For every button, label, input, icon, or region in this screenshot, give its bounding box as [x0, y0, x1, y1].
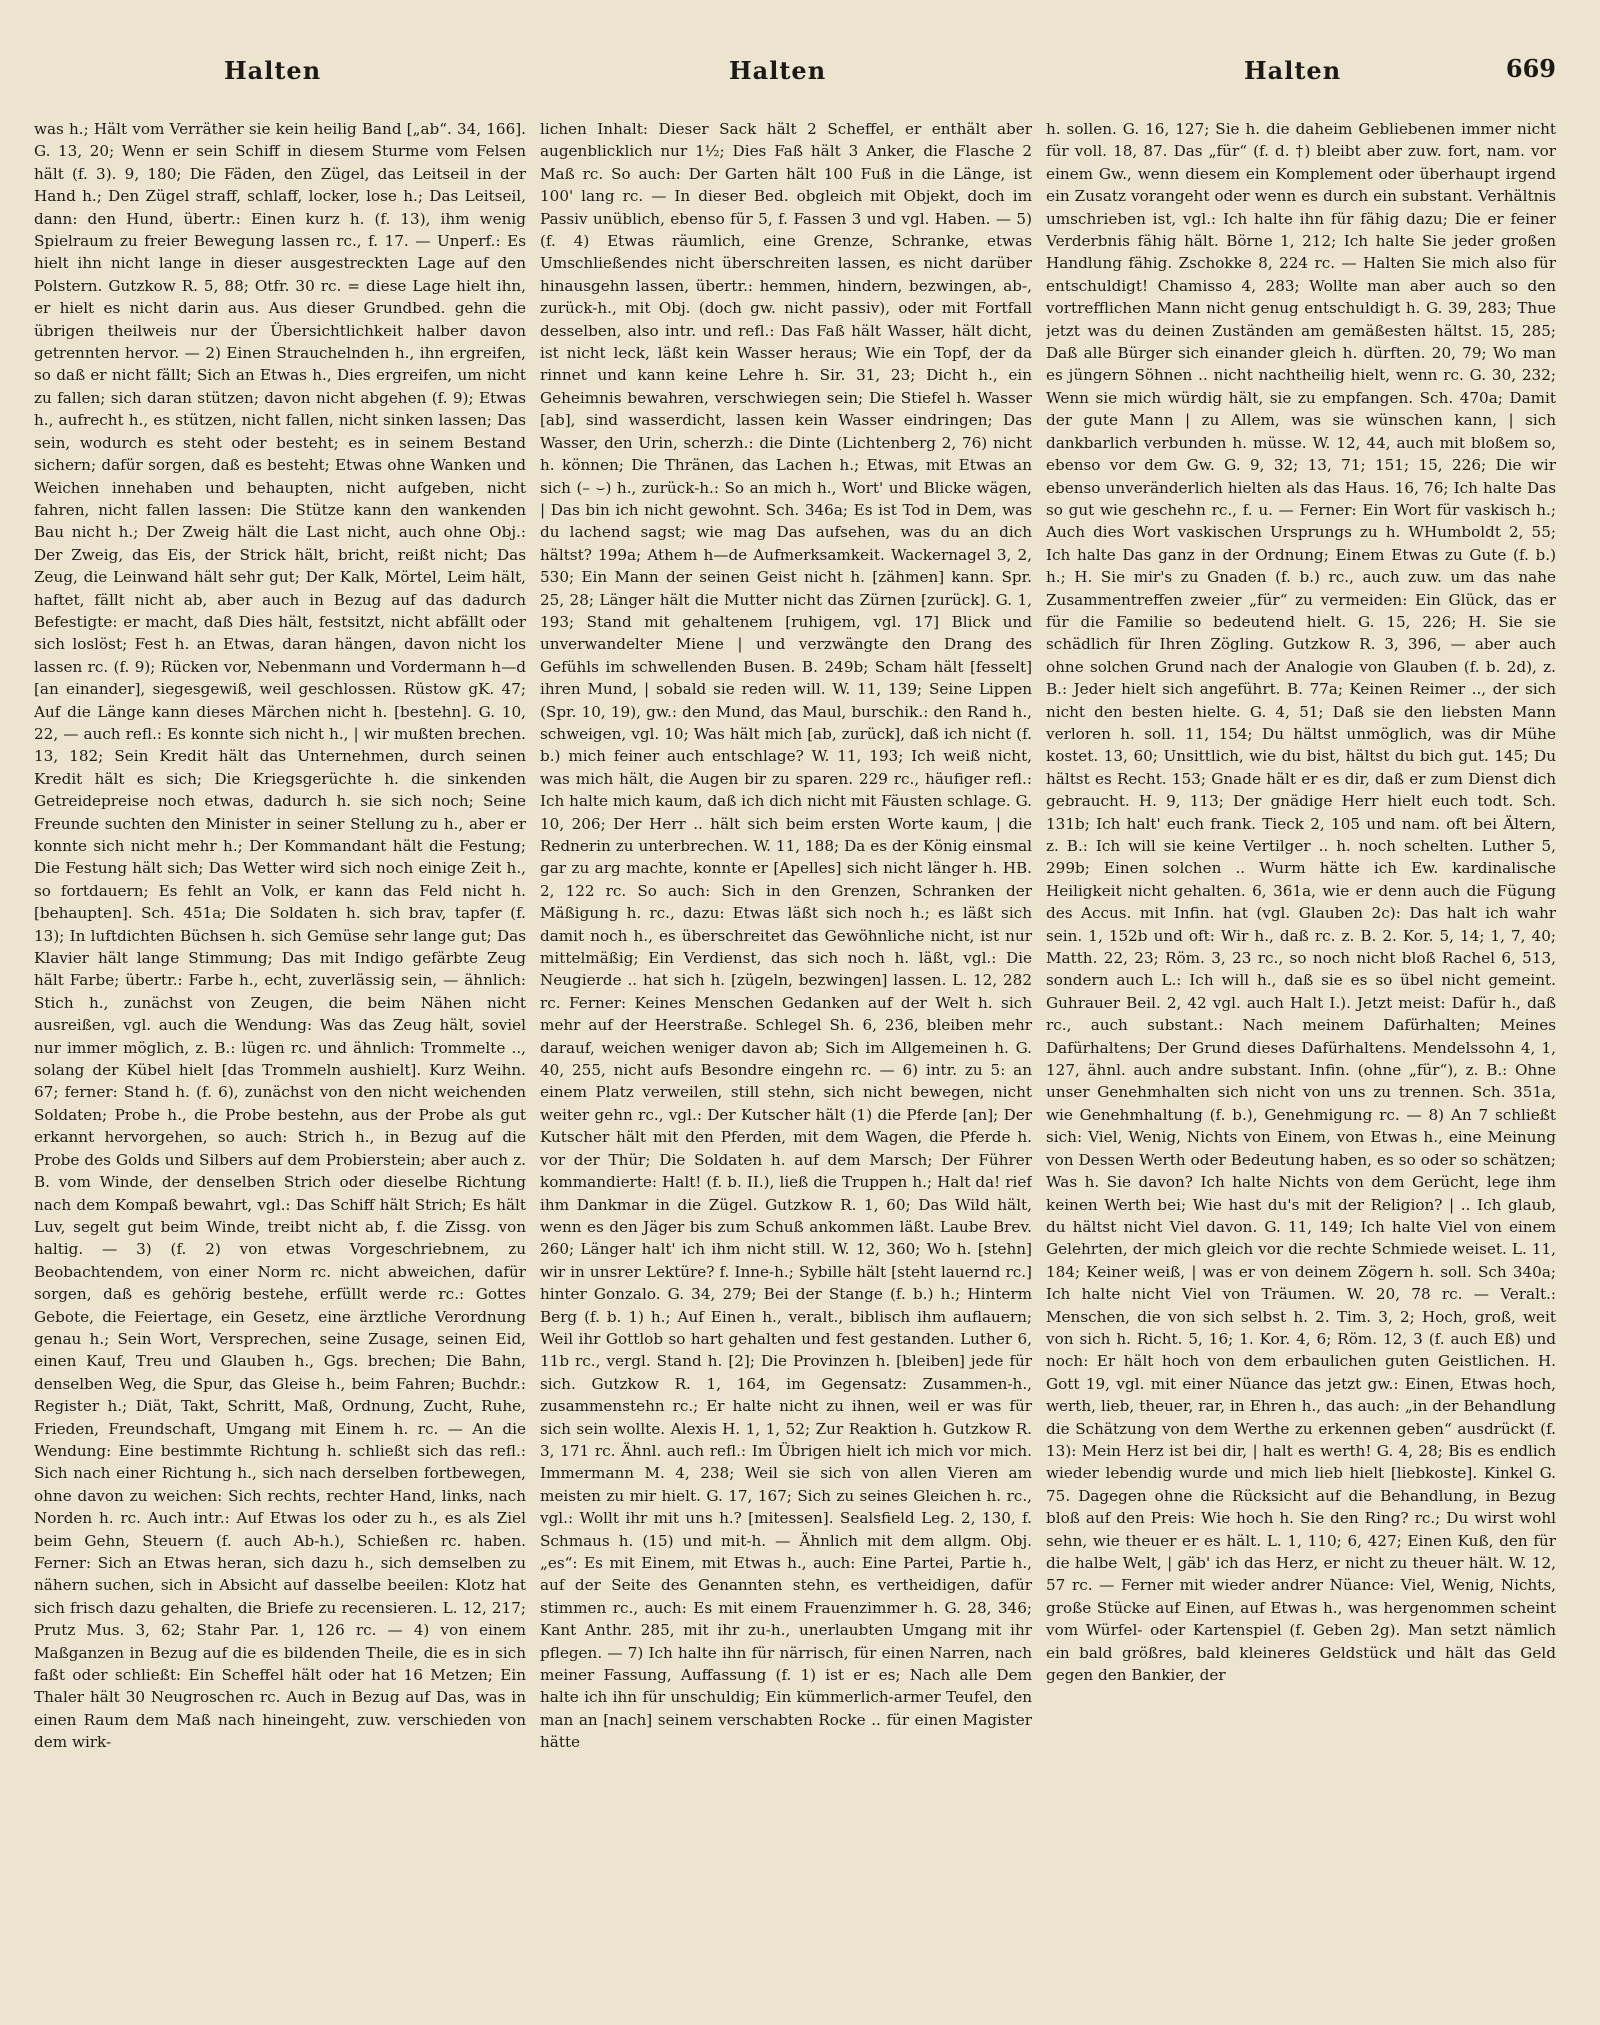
text-column-2 [540, 118, 1032, 1998]
headword-right: Halten [1244, 56, 1342, 85]
running-header [34, 56, 1564, 90]
headword-left: Halten [224, 56, 322, 85]
headword-center: Halten [729, 56, 827, 85]
text-column-3 [1046, 118, 1556, 1998]
text-column-1 [34, 118, 526, 1998]
column-1-text: was h.; Hält vom Verräther sie kein heilig Band [„ab“. 34, 166]. G. 13, 20; Wenn er sein Schiff in diesem Sturme vom Felsen hält (f. 3). 9, 180; Die Fäden, den Zügel, das Leitseil in der Hand h.; Den Zügel straff, schlaff, locker, lose h.; Das Leitseil, dann: den Hund, übertr.: Einen kurz h. (f. 13), ihm wenig Spielraum zu freier Bewegung lassen rc., f. 17. — Unperf.: Es hielt ihn nicht lange in dieser ausgestreckten Lage auf den Polstern. Gutzkow R. 5, 88; Otfr. 30 rc. = diese Lage hielt ihn, er hielt es nicht darin aus. Aus dieser Grundbed. gehn die übrigen theilweis nur der Übersichtlichkeit halber davon getrennten hervor. — 2) Einen Strauchelnden h., ihn ergreifen, so daß er nicht fällt; Sich an Etwas h., Dies ergreifen, um nicht zu fallen; sich daran stützen; davon nicht abgehen (f. 9); Etwas h., aufrecht h., es stützen, nicht fallen, nicht sinken lassen; Das sein, wodurch es steht oder besteht; es in seinem Bestand sichern; dafür sorgen, daß es besteht; Etwas ohne Wanken und Weichen innehaben und behaupten, nicht aufgeben, nicht fahren, nicht fallen lassen: Die Stütze kann den wankenden Bau nicht h.; Der Zweig hält die Last nicht, auch ohne Obj.: Der Zweig, das Eis, der Strick hält, bricht, reißt nicht; Das Zeug, die Leinwand hält sehr gut; Der Kalk, Mörtel, Leim hält, haftet, fällt nicht ab, aber auch in Bezug auf das dadurch Befestigte: er macht, daß Dies hält, festsitzt, nicht abfällt oder sich loslöst; Fest h. an Etwas, daran hängen, davon nicht los lassen rc. (f. 9); Rücken vor, Nebenmann und Vordermann h—d [an einander], siegesgewiß, weil geschlossen. Rüstow gK. 47; Auf die Länge kann dieses Märchen nicht h. [bestehn]. G. 10, 22, — auch refl.: Es konnte sich nicht h., | wir mußten brechen. 13, 182; Sein Kredit hält das Unternehmen, durch seinen Kredit hält es sich; Die Kriegsgerüchte h. die sinkenden Getreidepreise noch etwas, dadurch h. sie sich noch; Seine Freunde suchten den Minister in seiner Stellung zu h., aber er konnte sich nicht mehr h.; Der Kommandant hält die Festung; Die Festung hält sich; Das Wetter wird sich noch einige Zeit h., so fortdauern; Es fehlt an Volk, er kann das Feld nicht h. [behaupten]. Sch. 451a; Die Soldaten h. sich brav, tapfer (f. 13); In luftdichten Büchsen h. sich Gemüse sehr lange gut; Das Klavier hält lange Stimmung; Das mit Indigo gefärbte Zeug hält Farbe; übertr.: Farbe h., echt, zuverlässig sein, — ähnlich: Stich h., zunächst von Zeugen, die beim Nähen nicht ausreißen, vgl. auch die Wendung: Was das Zeug hält, soviel nur immer möglich, z. B.: lügen rc. und ähnlich: Trommelte .., solang der Kübel hielt [das Trommeln aushielt]. Kurz Weihn. 67; ferner: Stand h. (f. 6), zunächst von den nicht weichenden Soldaten; Probe h., die Probe bestehn, aus der Probe als gut erkannt hervorgehen, so auch: Strich h., in Bezug auf die Probe des Golds und Silbers auf dem Probierstein; aber auch z. B. vom Winde, der denselben Strich oder dieselbe Richtung nach dem Kompaß bewahrt, vgl.: Das Schiff hält Strich; Es hält Luv, segelt gut beim Winde, treibt nicht ab, f. die Zissg. von haltig. — 3) (f. 2) von etwas Vorgeschriebnem, zu Beobachtendem, von einer Norm rc. nicht abweichen, dafür sorgen, daß es gehörig bestehe, erfüllt werde rc.: Gottes Gebote, die Feiertage, ein Gesetz, eine ärztliche Verordnung genau h.; Sein Wort, Versprechen, seine Zusage, seinen Eid, einen Kauf, Treu und Glauben h., Ggs. brechen; Die Bahn, denselben Weg, die Spur, das Gleise h., beim Fahren; Buchdr.: Register h.; Diät, Takt, Schritt, Maß, Ordnung, Zucht, Ruhe, Frieden, Freundschaft, Umgang mit Einem h. rc. — An die Wendung: Eine bestimmte Richtung h. schließt sich das refl.: Sich nach einer Richtung h., sich nach derselben fortbewegen, ohne davon zu weichen: Sich rechts, rechter Hand, links, nach Norden h. rc. Auch intr.: Auf Etwas los oder zu h., es als Ziel beim Gehn, Steuern (f. auch Ab-h.), Schießen rc. haben. Ferner: Sich an Etwas heran, sich dazu h., sich demselben zu nähern suchen, sich in Absicht auf dasselbe beeilen: Klotz hat sich frisch dazu gehalten, die Briefe zu recensieren. L. 12, 217; Prutz Mus. 3, 62; Stahr Par. 1, 126 rc. — 4) von einem Maßganzen in Bezug auf die es bildenden Theile, die es in sich faßt oder schließt: Ein Scheffel hält oder hat 16 Metzen; Ein Thaler hält 30 Neugroschen rc. Auch in Bezug auf Das, was in einen Raum dem Maß nach hineingeht, zuw. verschieden von dem wirk- [34, 120, 526, 1752]
column-3-text: h. sollen. G. 16, 127; Sie h. die daheim Gebliebenen immer nicht für voll. 18, 87. Das „für“ (f. d. †) bleibt aber zuw. fort, nam. vor einem Gw., wenn diesem ein Komplement oder überhaupt irgend ein Zusatz vorangeht oder wenn es durch ein substant. Verhältnis umschrieben ist, vgl.: Ich halte ihn für fähig dazu; Die er feiner Verderbnis fähig hält. Börne 1, 212; Ich halte Sie jeder großen Handlung fähig. Zschokke 8, 224 rc. — Halten Sie mich also für entschuldigt! Chamisso 4, 283; Wollte man aber auch so den vortrefflichen Mann nicht genug entschuldigt h. G. 39, 283; Thue jetzt was du deinen Zuständen am gemäßesten hältst. 15, 285; Daß alle Bürger sich einander gleich h. dürften. 20, 79; Wo man es jüngern Söhnen .. nicht nachtheilig hielt, wenn rc. G. 30, 232; Wenn sie mich würdig hält, sie zu empfangen. Sch. 470a; Damit der gute Mann | zu Allem, was sie wünschen kann, | sich dankbarlich verbunden h. müsse. W. 12, 44, auch mit bloßem so, ebenso vor dem Gw. G. 9, 32; 13, 71; 151; 15, 226; Die wir ebenso unveränderlich hielten als das Haus. 16, 76; Ich halte Das so gut wie geschehn rc., f. u. — Ferner: Ein Wort für vaskisch h.; Auch dies Wort vaskischen Ursprungs zu h. WHumboldt 2, 55; Ich halte Das ganz in der Ordnung; Einem Etwas zu Gute (f. b.) h.; H. Sie mir's zu Gnaden (f. b.) rc., auch zuw. um das nahe Zusammentreffen zweier „für“ zu vermeiden: Ein Glück, das er für die Familie so bedeutend hielt. G. 15, 226; H. Sie sie schädlich für Ihren Zögling. Gutzkow R. 3, 396, — aber auch ohne solchen Grund nach der Analogie von Glauben (f. b. 2d), z. B.: Jeder hielt sich angeführt. B. 77a; Keinen Reimer .., der sich nicht den besten hielte. G. 4, 51; Daß sie den liebsten Mann verloren h. soll. 11, 154; Du hältst unmöglich, was dir Mühe kostet. 13, 60; Unsittlich, wie du bist, hältst du bich gut. 145; Du hältst es Recht. 153; Gnade hält er es dir, daß er zum Dienst dich gebraucht. H. 9, 113; Der gnädige Herr hielt euch todt. Sch. 131b; Ich halt' euch frank. Tieck 2, 105 und nam. oft bei Ältern, z. B.: Ich will sie keine Vertilger .. h. noch schelten. Luther 5, 299b; Einen solchen .. Wurm hätte ich Ew. kardinalische Heiligkeit nicht gehalten. 6, 361a, wie er denn auch die Fügung des Accus. mit Infin. hat (vgl. Glauben 2c): Das halt ich wahr sein. 1, 152b und oft: Wir h., daß rc. z. B. 2. Kor. 5, 14; 1, 7, 40; Matth. 22, 23; Röm. 3, 23 rc., so noch nicht bloß Rachel 6, 513, sondern auch L.: Ich will h., daß sie es so übel nicht gemeint. Guhrauer Beil. 2, 42 vgl. auch Halt I.). Jetzt meist: Dafür h., daß rc., auch substant.: Nach meinem Dafürhalten; Meines Dafürhaltens; Der Grund dieses Dafürhaltens. Mendelssohn 4, 1, 127, ähnl. auch andre substant. Infin. (ohne „für“), z. B.: Ohne unser Genehmhalten sich nicht von uns zu trennen. Sch. 351a, wie Genehmhaltung (f. b.), Genehmigung rc. — 8) An 7 schließt sich: Viel, Wenig, Nichts von Einem, von Etwas h., eine Meinung von Dessen Werth oder Bedeutung haben, es so oder so schätzen; Was h. Sie davon? Ich halte Nichts von dem Gerücht, lege ihm keinen Werth bei; Wie hast du's mit der Religion? | .. Ich glaub, du hältst nicht Viel davon. G. 11, 149; Ich halte Viel von einem Gelehrten, der mich gleich vor die rechte Schmiede weiset. L. 11, 184; Keiner weiß, | was er von deinem Zögern h. soll. Sch 340a; Ich halte nicht Viel von Träumen. W. 20, 78 rc. — Veralt.: Menschen, die von sich selbst h. 2. Tim. 3, 2; Hoch, groß, weit von sich h. Richt. 5, 16; 1. Kor. 4, 6; Röm. 12, 3 (f. auch Eß) und noch: Er hält hoch von dem erbaulichen guten Geistlichen. H. Gott 19, vgl. mit einer Nüance das jetzt gw.: Einen, Etwas hoch, werth, lieb, theuer, rar, in Ehren h., das auch: „in der Behandlung die Schätzung von dem Werthe zu erkennen geben“ ausdrückt (f. 13): Mein Herz ist bei dir, | halt es werth! G. 4, 28; Bis es endlich wieder lebendig wurde und mich lieb hielt [liebkoste]. Kinkel G. 75. Dagegen ohne die Rücksicht auf die Behandlung, in Bezug bloß auf den Preis: Wie hoch h. Sie den Ring? rc.; Du wirst wohl sehn, wie theuer er es hält. L. 1, 110; 6, 427; Einen Kuß, den für die halbe Welt, | gäb' ich das Herz, er nicht zu theuer hält. W. 12, 57 rc. — Ferner mit wieder andrer Nüance: Viel, Wenig, Nichts, große Stücke auf Einen, auf Etwas h., was hergenommen scheint vom Würfel- oder Kartenspiel (f. Geben 2g). Man setzt nämlich ein bald größres, bald kleineres Geldstück und hält das Geld gegen den Bankier, der [1046, 120, 1556, 1685]
page-number: 669 [1505, 54, 1556, 83]
column-2-text: lichen Inhalt: Dieser Sack hält 2 Scheffel, er enthält aber augenblicklich nur 1½; Dies Faß hält 3 Anker, die Flasche 2 Maß rc. So auch: Der Garten hält 100 Fuß in die Länge, ist 100' lang rc. — In dieser Bed. obgleich mit Objekt, doch im Passiv unüblich, ebenso für 5, f. Fassen 3 und vgl. Haben. — 5) (f. 4) Etwas räumlich, eine Grenze, Schranke, etwas Umschließendes nicht überschreiten lassen, es nicht darüber hinausgehn lassen, übertr.: hemmen, hindern, bezwingen, ab-, zurück-h., mit Obj. (doch gw. nicht passiv), oder mit Fortfall desselben, also intr. und refl.: Das Faß hält Wasser, hält dicht, ist nicht leck, läßt kein Wasser heraus; Wie ein Topf, der da rinnet und kann keine Lehre h. Sir. 31, 23; Dicht h., ein Geheimnis bewahren, verschwiegen sein; Die Stiefel h. Wasser [ab], sind wasserdicht, lassen kein Wasser eindringen; Das Wasser, den Urin, scherzh.: die Dinte (Lichtenberg 2, 76) nicht h. können; Die Thränen, das Lachen h.; Etwas, mit Etwas an sich (– ⌣) h., zurück-h.: So an mich h., Wort' und Blicke wägen, | Das bin ich nicht gewohnt. Sch. 346a; Es ist Tod in Dem, was du lachend sagst; wie mag Das aufsehen, was du an dich hältst? 199a; Athem h—de Aufmerksamkeit. Wackernagel 3, 2, 530; Ein Mann der seinen Geist nicht h. [zähmen] kann. Spr. 25, 28; Länger hält die Mutter nicht das Zürnen [zurück]. G. 1, 193; Stand mit gehaltenem [ruhigem, vgl. 17] Blick und unverwandelter Miene | und verzwängte den Drang des Gefühls im schwellenden Busen. B. 249b; Scham hält [fesselt] ihren Mund, | sobald sie reden will. W. 11, 139; Seine Lippen (Spr. 10, 19), gw.: den Mund, das Maul, burschik.: den Rand h., schweigen, vgl. 10; Was hält mich [ab, zurück], daß ich nicht (f. b.) mich feiner auch entschlage? W. 11, 193; Ich weiß nicht, was mich hält, die Augen bir zu sparen. 229 rc., häufiger refl.: Ich halte mich kaum, daß ich dich nicht mit Fäusten schlage. G. 10, 206; Der Herr .. hält sich beim ersten Worte kaum, | die Rednerin zu unterbrechen. W. 11, 188; Da es der König einsmal gar zu arg machte, konnte er [Apelles] sich nicht länger h. HB. 2, 122 rc. So auch: Sich in den Grenzen, Schranken der Mäßigung h. rc., dazu: Etwas läßt sich noch h.; es läßt sich damit noch h., es überschreitet das Gewöhnliche nicht, ist nur mittelmäßig; Ein Verdienst, das sich noch h. läßt, vgl.: Die Neugierde .. hat sich h. [zügeln, bezwingen] lassen. L. 12, 282 rc. Ferner: Keines Menschen Gedanken auf der Welt h. sich mehr auf der Heerstraße. Schlegel Sh. 6, 236, bleiben mehr darauf, weichen weniger davon ab; Sich im Allgemeinen h. G. 40, 255, nicht aufs Besondre eingehn rc. — 6) intr. zu 5: an einem Platz verweilen, still stehn, sich nicht bewegen, nicht weiter gehn rc., vgl.: Der Kutscher hält (1) die Pferde [an]; Der Kutscher hält mit den Pferden, mit dem Wagen, die Pferde h. vor der Thür; Die Soldaten h. auf dem Marsch; Der Führer kommandierte: Halt! (f. b. II.), ließ die Truppen h.; Halt da! rief ihm Dankmar in die Zügel. Gutzkow R. 1, 60; Das Wild hält, wenn es den Jäger bis zum Schuß ankommen läßt. Laube Brev. 260; Länger halt' ich ihm nicht still. W. 12, 360; Wo h. [stehn] wir in unsrer Lektüre? f. Inne-h.; Sybille hält [steht lauernd rc.] hinter Gonzalo. G. 34, 279; Bei der Stange (f. b.) h.; Hinterm Berg (f. b. 1) h.; Auf Einen h., veralt., biblisch ihm auflauern; Weil ihr Gottlob so hart gehalten und fest gestanden. Luther 6, 11b rc., vergl. Stand h. [2]; Die Provinzen h. [bleiben] jede für sich. Gutzkow R. 1, 164, im Gegensatz: Zusammen-h., zusammenstehn rc.; Er halte nicht zu ihnen, weil er was für sich sein wollte. Alexis H. 1, 1, 52; Zur Reaktion h. Gutzkow R. 3, 171 rc. Ähnl. auch refl.: Im Übrigen hielt ich mich vor mich. Immermann M. 4, 238; Weil sie sich von allen Vieren am meisten zu mir hielt. G. 17, 167; Sich zu seines Gleichen h. rc., vgl.: Wollt ihr mit uns h.? [mitessen]. Sealsfield Leg. 2, 130, f. Schmaus h. (15) und mit-h. — Ähnlich mit dem allgm. Obj. „es“: Es mit Einem, mit Etwas h., auch: Eine Partei, Partie h., auf der Seite des Genannten stehn, es vertheidigen, dafür stimmen rc., auch: Es mit einem Frauenzimmer h. G. 28, 346; Kant Anthr. 285, mit ihr zu-h., unerlaubten Umgang mit ihr pflegen. — 7) Ich halte ihn für närrisch, für einen Narren, nach meiner Fassung, Auffassung (f. 1) ist er es; Nach alle Dem halte ich ihn für unschuldig; Ein kümmerlich-armer Teufel, den man an [nach] seinem verschabten Rocke .. für einen Magister hätte [540, 120, 1032, 1752]
